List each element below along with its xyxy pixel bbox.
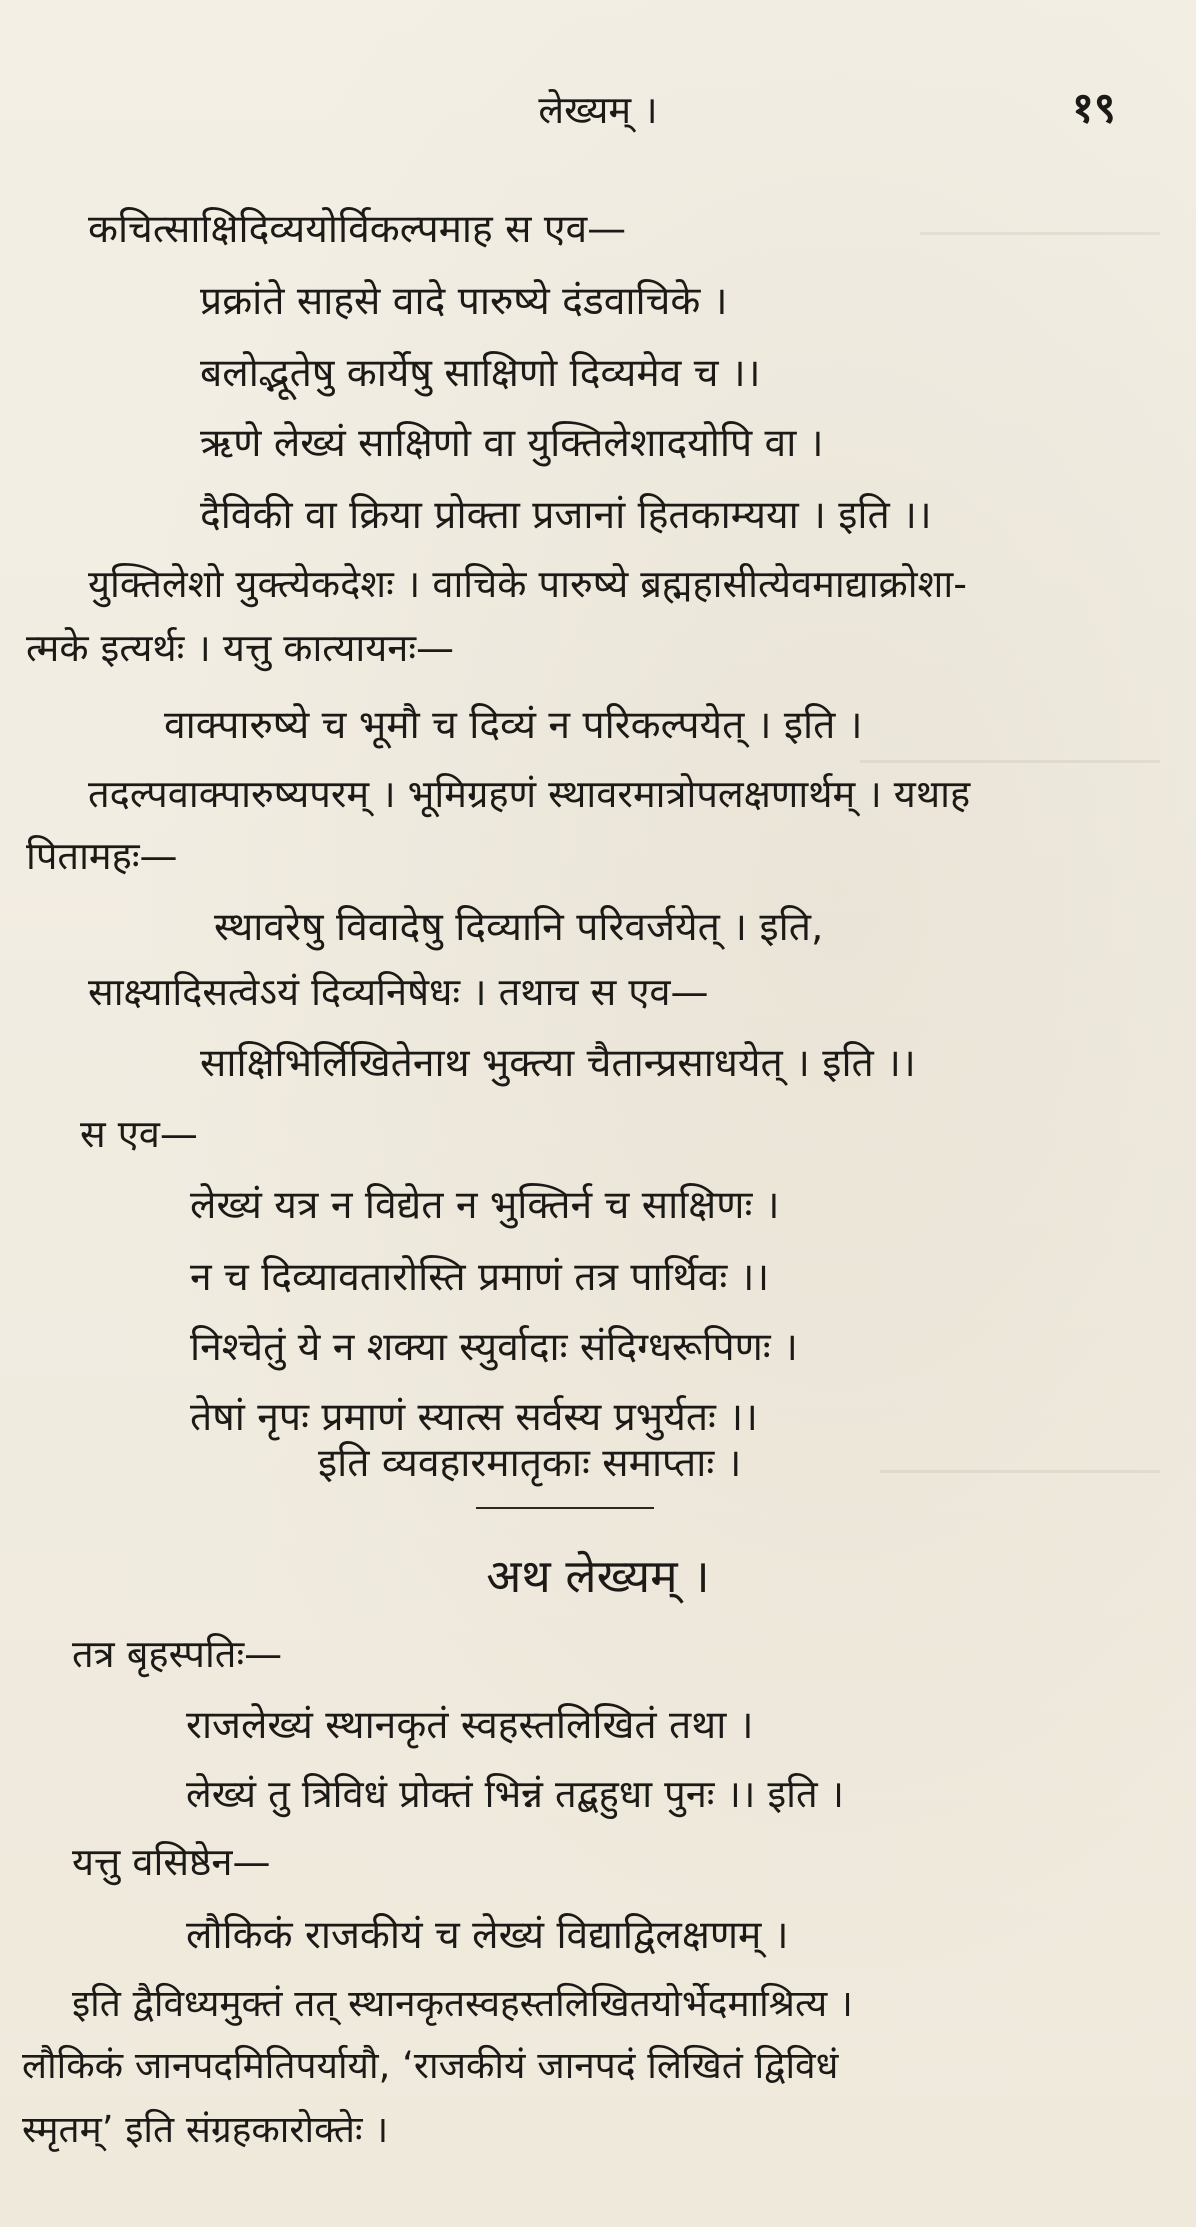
text-line: इति द्वैविध्यमुक्तं तत् स्थानकृतस्वहस्तलिखितयोर्भेदमाश्रित्य ।	[72, 1982, 853, 2025]
text-line: लौकिकं जानपदमितिपर्यायौ, ‘राजकीयं जानपदं लिखितं द्विविधं	[22, 2044, 839, 2087]
show-through-mark	[920, 232, 1160, 235]
verse-line: लौकिकं राजकीयं च लेख्यं विद्याद्विलक्षणम् ।	[186, 1913, 789, 1958]
verse-line: स्थावरेषु विवादेषु दिव्यानि परिवर्जयेत् । इति,	[214, 905, 824, 950]
verse-line: राजलेख्यं स्थानकृतं स्वहस्तलिखितं तथा ।	[186, 1703, 754, 1748]
text-line: तत्र बृहस्पतिः—	[72, 1632, 283, 1676]
text-line: यत्तु वसिष्ठेन—	[72, 1840, 271, 1884]
text-line: साक्ष्यादिसत्वेऽयं दिव्यनिषेधः । तथाच स एव—	[88, 970, 709, 1014]
verse-line: लेख्यं तु त्रिविधं प्रोक्तं भिन्नं तद्बहुधा पुनः ।। इति ।	[186, 1772, 845, 1816]
text-line: त्मके इत्यर्थः । यत्तु कात्यायनः—	[26, 626, 455, 670]
section-divider	[476, 1507, 654, 1509]
verse-line: लेख्यं यत्र न विद्येत न भुक्तिर्न च साक्षिणः ।	[190, 1183, 780, 1228]
text-line: पितामहः—	[26, 834, 178, 878]
verse-line: वाक्पारुष्ये च भूमौ च दिव्यं न परिकल्पयेत् । इति ।	[164, 703, 863, 748]
text-line: युक्तिलेशो युक्त्येकदेशः । वाचिके पारुष्ये ब्रह्महासीत्येवमाद्याक्रोशा-	[88, 562, 967, 606]
colophon-line: इति व्यवहारमातृकाः समाप्ताः ।	[318, 1441, 742, 1486]
verse-line: न च दिव्यावतारोस्ति प्रमाणं तत्र पार्थिवः ।।	[190, 1255, 770, 1300]
section-heading: अथ लेख्यम् ।	[486, 1549, 710, 1603]
verse-line: ऋणे लेख्यं साक्षिणो वा युक्तिलेशादयोपि वा ।	[200, 421, 824, 466]
text-line: स्मृतम्’ इति संग्रहकारोक्तेः ।	[22, 2108, 389, 2151]
text-line: तदल्पवाक्पारुष्यपरम् । भूमिग्रहणं स्थावरमात्रोपलक्षणार्थम् । यथाह	[88, 772, 971, 816]
show-through-mark	[880, 1470, 1160, 1473]
verse-line: दैविकी वा क्रिया प्रोक्ता प्रजानां हितकाम्यया । इति ।।	[200, 493, 932, 538]
running-header: लेख्यम् ।	[538, 88, 658, 132]
verse-line: निश्चेतुं ये न शक्या स्युर्वादाः संदिग्धरूपिणः ।	[190, 1325, 798, 1370]
verse-line: तेषां नृपः प्रमाणं स्यात्स सर्वस्य प्रभुर्यतः ।।	[190, 1395, 758, 1440]
page-number: १९	[1072, 83, 1116, 132]
text-line: कचित्साक्षिदिव्ययोर्विकल्पमाह स एव—	[88, 207, 627, 252]
show-through-mark	[860, 760, 1160, 763]
text-line: स एव—	[80, 1112, 198, 1156]
verse-line: साक्षिभिर्लिखितेनाथ भुक्त्या चैतान्प्रसाधयेत् । इति ।।	[200, 1041, 916, 1086]
verse-line: प्रक्रांते साहसे वादे पारुष्ये दंडवाचिके ।	[200, 279, 728, 324]
verse-line: बलोद्भूतेषु कार्येषु साक्षिणो दिव्यमेव च ।।	[200, 351, 761, 396]
